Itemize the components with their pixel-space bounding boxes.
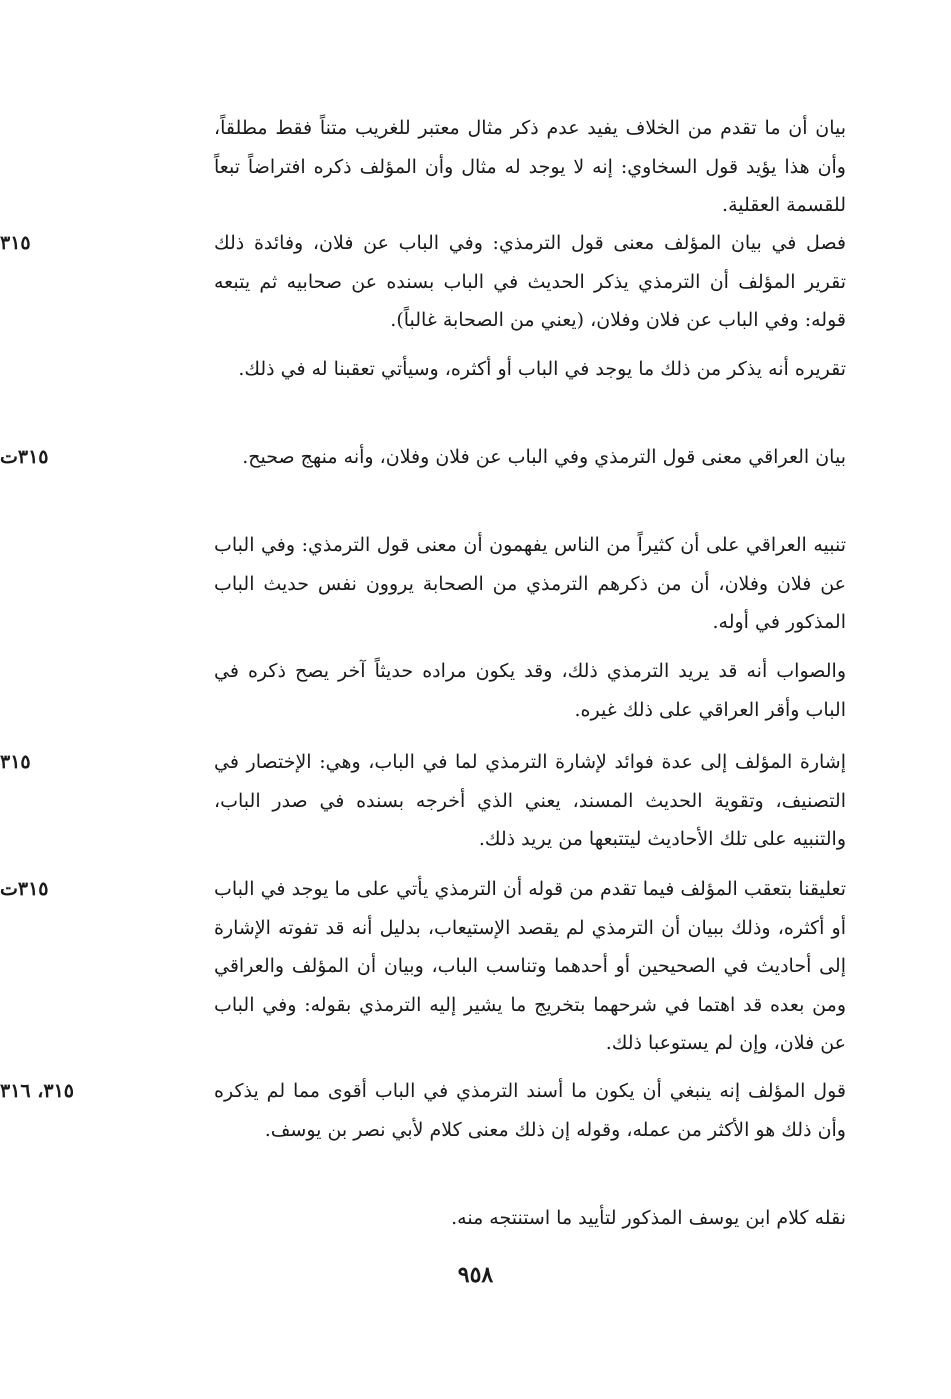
page-number: ٩٥٨ — [457, 1262, 494, 1288]
page-reference: ٣١٥ت — [0, 446, 49, 468]
entry-text: قول المؤلف إنه ينبغي أن يكون ما أسند الترمذي في الباب أقوى مما لم يذكره وأن ذلك هو الأكثر من عمله، وقوله إن ذلك معنى كلام لأبي نصر بن يوسف. — [214, 1080, 846, 1141]
entry-text: فصل في بيان المؤلف معنى قول الترمذي: وفي الباب عن فلان، وفائدة ذلك تقرير المؤلف أن الترمذي يذكر الحديث في الباب بسنده عن صحابيه ثم يتبعه قوله: وفي الباب عن فلان وفلان، (يعني من الصحابة غالباً). — [214, 232, 846, 331]
entry-text: تنبيه العراقي على أن كثيراً من الناس يفهمون أن معنى قول الترمذي: وفي الباب عن فلان وفلان، أن من ذكرهم الترمذي من الصحابة يروون نفس حديث الباب المذكور في أوله. — [214, 534, 846, 633]
entry-text: نقله كلام ابن يوسف المذكور لتأييد ما استنتجه منه. — [451, 1207, 846, 1229]
page-reference: ٣١٥ت — [0, 878, 49, 900]
page-reference: ٣١٥ — [0, 232, 31, 254]
page-reference: ٣١٥، ٣١٦ — [0, 1080, 74, 1102]
entry-text: بيان أن ما تقدم من الخلاف يفيد عدم ذكر مثال معتبر للغريب متناً فقط مطلقاً، وأن هذا يؤيد قول السخاوي: إنه لا يوجد له مثال وأن المؤلف ذكره افتراضاً تبعاً للقسمة العقلية. — [214, 117, 846, 216]
entry-text: تقريره أنه يذكر من ذلك ما يوجد في الباب أو أكثره، وسيأتي تعقبنا له في ذلك. — [238, 358, 846, 380]
entry-text: تعليقنا بتعقب المؤلف فيما تقدم من قوله أن الترمذي يأتي على ما يوجد في الباب أو أكثره، وذلك ببيان أن الترمذي لم يقصد الإستيعاب، بدليل أنه قد تفوته الإشارة إلى أحاديث في الصحيحين أو أحدهما وتناسب الباب، وبيان أن المؤلف والعراقي ومن بعده قد اهتما في شرحهما بتخريج ما يشير إليه الترمذي بقوله: وفي الباب عن فلان، وإن لم يستوعبا ذلك. — [214, 878, 846, 1054]
entry-text: إشارة المؤلف إلى عدة فوائد لإشارة الترمذي لما في الباب، وهي: الإختصار في التصنيف، وتقوية الحديث المسند، يعني الذي أخرجه بسنده في صدر الباب، والتنبيه على تلك الأحاديث ليتتبعها من يريد ذلك. — [214, 751, 846, 850]
entry-text: بيان العراقي معنى قول الترمذي وفي الباب عن فلان وفلان، وأنه منهج صحيح. — [242, 446, 846, 468]
page-reference: ٣١٥ — [0, 751, 31, 773]
entry-text: والصواب أنه قد يريد الترمذي ذلك، وقد يكون مراده حديثاً آخر يصح ذكره في الباب وأقر العراقي على ذلك غيره. — [214, 660, 846, 721]
